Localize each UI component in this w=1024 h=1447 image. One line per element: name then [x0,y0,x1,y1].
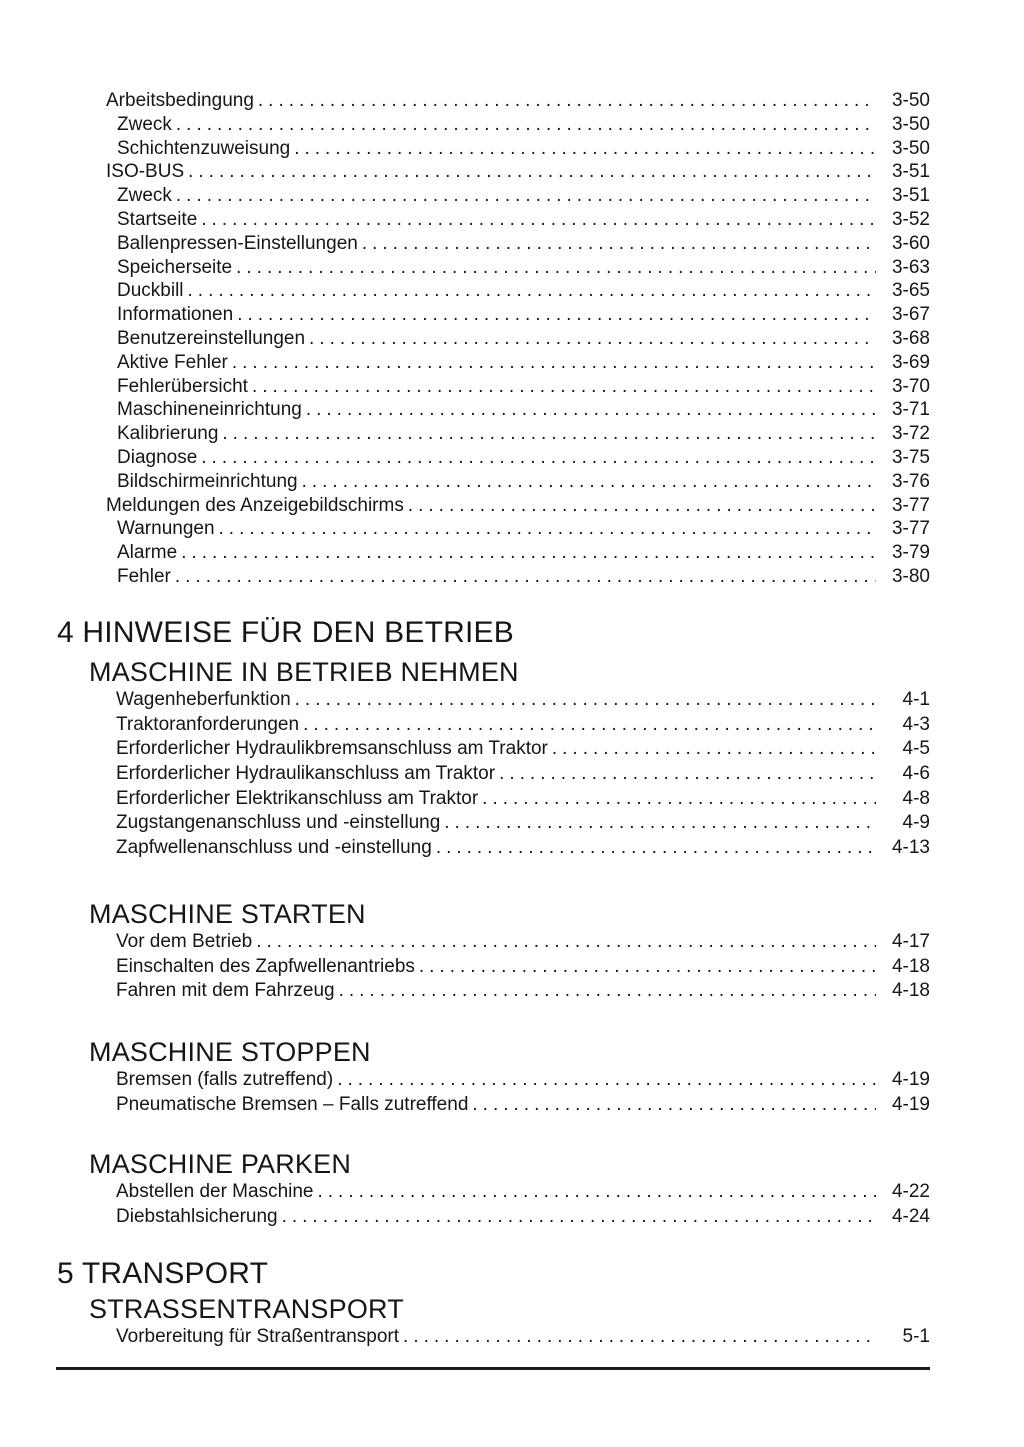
toc-entry-page: 4-19 [891,1093,930,1115]
toc-entry-page: 4-6 [902,763,930,785]
dot-leader [337,1069,876,1091]
toc-entry-label: ISO-BUS [106,161,185,183]
toc-entry [57,352,930,376]
toc-entry [57,837,930,862]
toc-entry [57,542,930,566]
section-heading: MASCHINE IN BETRIEB NEHMEN [89,657,519,687]
toc-entry [57,812,930,837]
dot-leader [237,304,876,326]
toc-entry [57,1094,930,1119]
dot-leader [252,376,876,398]
toc-entry-label: Bildschirmeinrichtung [117,470,298,492]
section-heading: MASCHINE STOPPEN [89,1037,371,1067]
toc-entry-label: Bremsen (falls zutreffend) [116,1069,334,1090]
toc-entry-label: Kalibrierung [117,423,219,445]
toc-entry [57,280,930,304]
toc-entry-label: Diebstahlsicherung [116,1205,278,1227]
toc-entry-label: Erforderlicher Hydraulikanschluss am Traktor [116,763,496,785]
toc-entry [57,931,930,956]
dot-leader [256,931,876,953]
toc-entry [57,328,930,352]
toc-entry-label: Informationen [117,304,234,326]
toc-entry [57,689,930,714]
toc-entry-page: 3-71 [891,399,930,421]
toc-entry-label: Benutzereinstellungen [117,327,306,349]
toc-entry-page: 3-67 [891,304,930,326]
toc-entry-page: 3-60 [891,232,930,254]
toc-entry-page: 4-17 [891,931,930,952]
dot-leader [201,447,876,469]
toc-entry-label: Zweck [117,113,172,135]
toc-entry [57,90,930,114]
section-maschine-stoppen [57,1037,930,1118]
dot-leader [362,233,876,255]
chapter-3-entries-block [57,90,930,590]
dot-leader [472,1094,876,1116]
toc-entry-page: 4-18 [891,955,930,977]
dot-leader [222,423,876,445]
toc-entry-page: 3-70 [891,375,930,397]
dot-leader [188,161,876,183]
toc-entry-label: Fehler [117,565,171,587]
toc-entry-page: 3-69 [891,351,930,373]
toc-entry-page: 3-68 [891,327,930,349]
toc-entry-page: 4-24 [891,1205,930,1227]
dot-leader [176,185,876,207]
dot-leader [436,837,876,859]
toc-entry-label: Alarme [117,542,178,564]
toc-entry-page: 3-52 [891,208,930,230]
toc-entry-label: Fahren mit dem Fahrzeug [116,980,335,1002]
toc-entry-page: 4-5 [902,738,930,760]
dot-leader [294,138,876,160]
toc-entry [57,566,930,590]
toc-entry-label: Einschalten des Zapfwellenantriebs [116,955,415,977]
toc-entry-label: Ballenpressen-Einstellungen [117,232,358,254]
toc-entry [57,447,930,471]
section-maschine-parken [57,1149,930,1230]
toc-entry [57,233,930,257]
dot-leader [403,1326,876,1348]
toc-entry-label: Pneumatische Bremsen – Falls zutreffend [116,1093,469,1115]
toc-entry-page: 4-22 [891,1181,930,1202]
dot-leader [176,114,876,136]
toc-entry-page: 3-77 [891,518,930,540]
toc-entry-label: Maschineneinrichtung [117,399,302,421]
dot-leader [188,280,876,302]
section-heading: STRASSENTRANSPORT [89,1294,404,1324]
toc-entry-label: Speicherseite [117,256,233,278]
footer-rule [56,1367,930,1370]
toc-entry-label: Traktoranforderungen [116,713,300,735]
dot-leader [219,518,876,540]
dot-leader [444,812,876,834]
toc-entry [57,471,930,495]
toc-entry [57,1181,930,1206]
dot-leader [306,399,876,421]
dot-leader [339,980,876,1002]
toc-entry-label: Zugstangenanschluss und -einstellung [116,812,441,834]
toc-entry-page: 5-1 [902,1326,930,1347]
toc-entry [57,138,930,162]
toc-entry [57,423,930,447]
toc-entry [57,788,930,813]
dot-leader [303,714,876,736]
toc-entry-page: 3-77 [891,494,930,516]
dot-leader [232,352,876,374]
toc-entry [57,738,930,763]
toc-entry [57,1206,930,1231]
toc-entry-page: 3-72 [891,423,930,445]
toc-entry-label: Zweck [117,185,172,207]
toc-entry-page: 3-75 [891,446,930,468]
dot-leader [282,1206,876,1228]
section-heading: MASCHINE STARTEN [89,899,366,929]
toc-entry [57,304,930,328]
dot-leader [181,542,876,564]
toc-entry-page: 3-51 [891,185,930,207]
toc-entry-label: Schichtenzuweisung [117,137,291,159]
toc-entry-label: Erforderlicher Hydraulikbremsanschluss am Traktor [116,738,548,760]
toc-entry-page: 3-51 [891,161,930,183]
toc-entry-page: 3-80 [891,565,930,587]
dot-leader [309,328,876,350]
toc-entry-label: Warnungen [117,518,215,540]
toc-entry [57,376,930,400]
toc-entry [57,114,930,138]
toc-entry-page: 3-76 [891,470,930,492]
toc-entry [57,161,930,185]
toc-entry-label: Abstellen der Maschine [116,1181,314,1202]
toc-entry-label: Zapfwellenanschluss und -einstellung [116,837,432,859]
toc-entry-page: 3-50 [891,90,930,111]
toc-entry-label: Fehlerübersicht [117,375,248,397]
dot-leader [201,209,876,231]
toc-entry [57,956,930,981]
toc-entry [57,399,930,423]
toc-entry-page: 4-19 [891,1069,930,1090]
dot-leader [295,689,876,711]
dot-leader [236,257,876,279]
toc-entry-page: 3-79 [891,542,930,564]
toc-entry [57,185,930,209]
toc-entry [57,518,930,542]
toc-entry-label: Arbeitsbedingung [106,90,254,111]
toc-entry-label: Diagnose [117,446,198,468]
toc-entry [57,1326,930,1351]
section-strassentransport [57,1294,930,1351]
dot-leader [175,566,876,588]
dot-leader [552,738,876,760]
toc-entry-page: 4-1 [902,689,930,710]
toc-entry [57,763,930,788]
toc-entry-label: Wagenheberfunktion [116,689,291,710]
chapter-4-heading: 4 HINWEISE FÜR DEN BETRIEB [57,616,514,649]
toc-entry-label: Vorbereitung für Straßentransport [116,1326,400,1347]
toc-entry-page: 4-8 [902,787,930,809]
toc-entry [57,1069,930,1094]
dot-leader [499,763,876,785]
section-maschine-in-betrieb-nehmen [57,657,930,862]
dot-leader [482,788,876,810]
toc-entry-label: Startseite [117,208,198,230]
toc-entry-page: 3-63 [891,256,930,278]
toc-entry [57,257,930,281]
toc-entry-label: Erforderlicher Elektrikanschluss am Traktor [116,787,479,809]
chapter-5-heading: 5 TRANSPORT [57,1257,269,1290]
toc-entry-page: 4-9 [902,812,930,834]
toc-entry [57,209,930,233]
toc-entry [57,980,930,1005]
toc-entry-page: 4-13 [891,837,930,859]
dot-leader [318,1181,877,1203]
toc-entry-label: Meldungen des Anzeigebildschirms [106,494,404,516]
dot-leader [419,956,876,978]
toc-entry-page: 3-50 [891,137,930,159]
toc-entry-page: 3-65 [891,280,930,302]
toc-entry-page: 3-50 [891,113,930,135]
toc-entry-page: 4-3 [902,713,930,735]
section-heading: MASCHINE PARKEN [89,1149,352,1179]
toc-entry [57,495,930,519]
dot-leader [302,471,876,493]
toc-entry-label: Aktive Fehler [117,351,228,373]
toc-entry-label: Duckbill [117,280,184,302]
toc-entry-page: 4-18 [891,980,930,1002]
section-maschine-starten [57,899,930,1005]
toc-entry [57,714,930,739]
dot-leader [258,90,876,112]
dot-leader [408,495,876,517]
toc-entry-label: Vor dem Betrieb [116,931,253,952]
